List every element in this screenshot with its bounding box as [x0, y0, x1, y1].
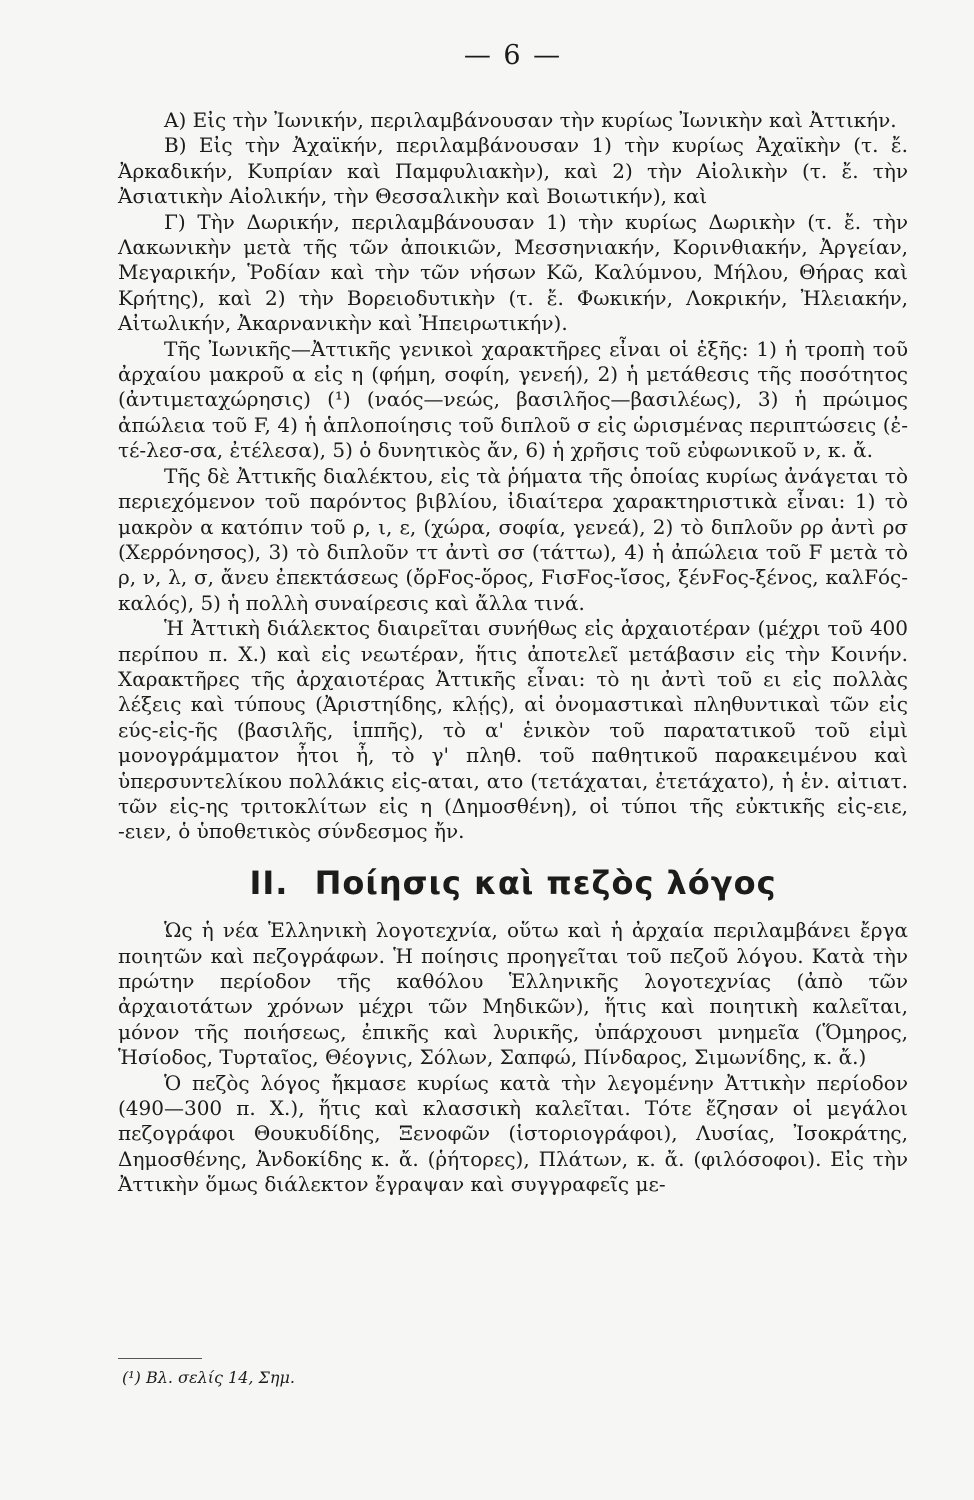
document-page [118, 40, 908, 1480]
footnote-divider [118, 1358, 202, 1359]
section-title: Ποίησις καὶ πεζὸς λόγος [314, 863, 777, 902]
paragraph-poetry: Ὡς ἡ νέα Ἑλληνικὴ λογοτεχνία, οὕτω καὶ ἡ ἀρχαία περιλαμβάνει ἔργα ποιητῶν καὶ πεζογράφων. Ἡ ποίησις προηγεῖται τοῦ πεζοῦ λόγου. Κατὰ τὴν πρώτην περίοδον τῆς καθόλου Ἑλληνικῆς λογοτεχνίας (ἀπὸ τῶν ἀρχαιοτάτων χρόνων μέχρι τῶν Μηδικῶν), ἥτις καὶ ποιητικὴ καλεῖται, μόνον τῆς ποιήσεως, ἐπικῆς καὶ λυρικῆς, ὑπάρχουσι μνημεῖα (Ὅμηρος, Ἡσίοδος, Τυρταῖος, Θέογνις, Σόλων, Σαπφώ, Πίνδαρος, Σιμωνίδης, κ. ἄ.) [118, 918, 908, 1070]
section-heading [118, 863, 908, 902]
paragraph-ionic-attic-features: Τῆς Ἰωνικῆς—Ἀττικῆς γενικοὶ χαρακτῆρες εἶναι οἱ ἑξῆς: 1) ἡ τροπὴ τοῦ ἀρχαίου μακροῦ α εἰς η (φήμη, σοφίη, γενεή), 2) ἡ μετάθεσις τῆς ποσότητος (ἀντιμεταχώρησις) (¹) (ναός—νεώς, βασιλῆος—βασιλέως), 3) ἡ πρώιμος ἀπώλεια τοῦ F, 4) ἡ ἁπλοποίησις τοῦ διπλοῦ σ εἰς ὡρισμένας περιπτώσεις (ἐ-τέ-λεσ-σα, ἐτέλεσα), 5) ὁ δυνητικὸς ἄν, 6) ἡ χρῆσις τοῦ εὐφωνικοῦ ν, κ. ἄ. [118, 336, 908, 463]
paragraph-attic-features: Τῆς δὲ Ἀττικῆς διαλέκτου, εἰς τὰ ῥήματα τῆς ὁποίας κυρίως ἀνάγεται τὸ περιεχόμενον τοῦ παρόντος βιβλίου, ἰδιαίτερα χαρακτηριστικὰ εἶναι: 1) τὸ μακρὸν α κατόπιν τοῦ ρ, ι, ε, (χώρα, σοφία, γενεά), 2) τὸ διπλοῦν ρρ ἀντὶ ρσ (Χερρόνησος), 3) τὸ διπλοῦν ττ ἀντὶ σσ (τάττω), 4) ἡ ἀπώλεια τοῦ F μετὰ τὸ ρ, ν, λ, σ, ἄνευ ἐπεκτάσεως (ὄρFος-ὅρος, FισFος-ἴσος, ξένFος-ξένος, καλFός-καλός), 5) ἡ πολλὴ συναίρεσις καὶ ἄλλα τινά. [118, 463, 908, 615]
body-text [118, 108, 908, 1198]
paragraph-achaean: Β) Εἰς τὴν Ἀχαϊκήν, περιλαμβάνουσαν 1) τὴν κυρίως Ἀχαϊκὴν (τ. ἔ. Ἀρκαδικήν, Κυπρίαν καὶ Παμφυλιακὴν), καὶ 2) τὴν Αἰολικὴν (τ. ἔ. τὴν Ἀσιατικὴν Αἰολικήν, τὴν Θεσσαλικὴν καὶ Βοιωτικήν), καὶ [118, 133, 908, 209]
footnote: (¹) Βλ. σελίς 14, Σημ. [122, 1368, 295, 1387]
paragraph-ionic: Α) Εἰς τὴν Ἰωνικήν, περιλαμβάνουσαν τὴν κυρίως Ἰωνικὴν καὶ Ἀττικήν. [164, 108, 897, 132]
section-number: II. [249, 863, 289, 902]
paragraph-attic-periods: Ἡ Ἀττικὴ διάλεκτος διαιρεῖται συνήθως εἰς ἀρχαιοτέραν (μέχρι τοῦ 400 περίπου π. Χ.) καὶ εἰς νεωτέραν, ἥτις ἀποτελεῖ μετάβασιν εἰς τὴν Κοινήν. Χαρακτῆρες τῆς ἀρχαιοτέρας Ἀττικῆς εἶναι: τὸ ηι ἀντὶ τοῦ ει εἰς πολλὰς λέξεις καὶ τύπους (Ἀριστηίδης, κλῄς), αἱ ὀνομαστικαὶ πληθυντικαὶ τῶν εἰς εύς-εἰς-ῆς (βασιλῆς, ἱππῆς), τὸ α' ἑνικὸν τοῦ παρατατικοῦ τοῦ εἰμὶ μονογράμματον ἦτοι ἦ, τὸ γ' πληθ. τοῦ παθητικοῦ παρακειμένου καὶ ὑπερσυντελίκου πολλάκις εἰς-αται, ατο (τετάχαται, ἐτετάχατο), ἡ ἑν. αἰτιατ. τῶν εἰς-ης τριτοκλίτων εἰς η (Δημοσθένη), οἱ τύποι τῆς εὐκτικῆς εἰς-ειε, -ειεν, ὁ ὑποθετικὸς σύνδεσμος ἤν. [118, 616, 908, 844]
paragraph-doric: Γ) Τὴν Δωρικήν, περιλαμβάνουσαν 1) τὴν κυρίως Δωρικὴν (τ. ἔ. τὴν Λακωνικὴν μετὰ τῆς τῶν ἀποικιῶν, Μεσσηνιακήν, Κορινθιακήν, Ἀργείαν, Μεγαρικήν, Ῥοδίαν καὶ τὴν τῶν νήσων Κῶ, Καλύμνου, Μήλου, Θήρας καὶ Κρήτης), καὶ 2) τὴν Βορειοδυτικὴν (τ. ἔ. Φωκικήν, Λοκρικήν, Ἠλειακήν, Αἰτωλικήν, Ἀκαρνανικὴν καὶ Ἠπειρωτικήν). [118, 209, 908, 336]
page-number: — 6 — [463, 40, 563, 71]
paragraph-prose: Ὁ πεζὸς λόγος ἤκμασε κυρίως κατὰ τὴν λεγομένην Ἀττικὴν περίοδον (490—300 π. Χ.), ἥτις καὶ κλασσικὴ καλεῖται. Τότε ἔζησαν οἱ μεγάλοι πεζογράφοι Θουκυδίδης, Ξενοφῶν (ἱστοριογράφοι), Λυσίας, Ἰσοκράτης, Δημοσθένης, Ἀνδοκίδης κ. ἄ. (ῥήτορες), Πλάτων, κ. ἄ. (φιλόσοφοι). Εἰς τὴν Ἀττικὴν ὅμως διάλεκτον ἔγραψαν καὶ συγγραφεῖς με- [118, 1070, 908, 1197]
